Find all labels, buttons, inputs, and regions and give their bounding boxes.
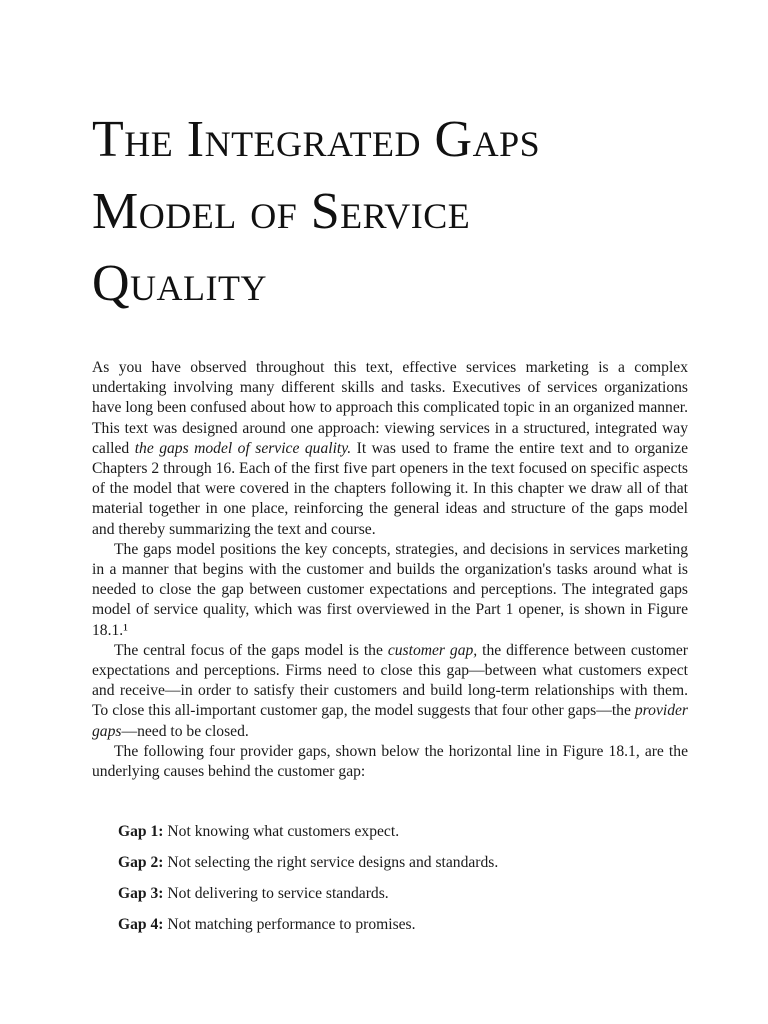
- paragraph-1-text-b: It was used to frame the entire text and to organize Chapters 2 through 16. Each of the first five part openers in the text focused on specific aspects of the model that were covered in the chapters following it. In this chapter we draw all of that material together in one place, reinforcing the general ideas and structure of the gaps model and thereby summarizing the text and course.: [92, 439, 689, 538]
- chapter-title-line-3: Quality: [92, 255, 268, 312]
- paragraph-3-emphasis-customer-gap: customer gap,: [387, 641, 478, 659]
- gap-item-3: [118, 884, 678, 915]
- paragraph-3-emphasis-provider-gaps: provider gaps: [92, 702, 688, 740]
- chapter-title-line-1: The Integrated Gaps: [92, 111, 541, 168]
- gap-item-4: [118, 915, 678, 946]
- paragraph-3-text-a: The central focus of the gaps model is the: [114, 641, 388, 659]
- paragraph-3-text-b: the difference between customer expectations and perceptions. Firms need to close this gap—between what customers expect and receive—in order to satisfy their customers and build long-term relationships with them. To close this all-important customer gap, the model suggests that four other gaps—the: [92, 641, 688, 720]
- gap-4-text: Not matching performance to promises.: [163, 916, 416, 933]
- provider-gaps-list: [118, 822, 678, 946]
- paragraph-4: The following four provider gaps, shown below the horizontal line in Figure 18.1, are the underlying causes behind the customer gap:: [92, 742, 688, 781]
- paragraph-2: The gaps model positions the key concepts, strategies, and decisions in services marketing in a manner that begins with the customer and builds the organization's tasks around what is needed to close the gap between customer expectations and perceptions. The integrated gaps model of service quality, which was first overviewed in the Part 1 opener, is shown in Figure 18.1.¹: [92, 540, 688, 639]
- gap-3-label: Gap 3:: [118, 885, 164, 902]
- chapter-title: [92, 104, 712, 320]
- gap-item-1: [118, 822, 678, 853]
- gap-2-label: Gap 2:: [118, 854, 164, 871]
- gap-1-text: Not knowing what customers expect.: [163, 823, 400, 840]
- gap-3-text: Not delivering to service standards.: [163, 885, 389, 902]
- paragraph-1-emphasis: the gaps model of service quality.: [134, 439, 352, 457]
- paragraph-3-text-c: —need to be closed.: [121, 722, 249, 740]
- paragraph-1-text-a: As you have observed throughout this text, effective services marketing is a complex undertaking involving many different skills and tasks. Executives of services organizations have long been confused about how to approach this complicated topic in an organized manner. This text was designed around one approach: viewing services in a structured, integrated way called: [92, 359, 688, 457]
- gap-item-2: [118, 853, 678, 884]
- gap-4-label: Gap 4:: [118, 916, 164, 933]
- paragraph-1: [92, 358, 688, 540]
- body-text: [92, 358, 688, 782]
- paragraph-3: [92, 641, 688, 742]
- gap-1-label: Gap 1:: [118, 823, 164, 840]
- chapter-title-line-2: Model of Service: [92, 183, 471, 240]
- gap-2-text: Not selecting the right service designs and standards.: [163, 854, 499, 871]
